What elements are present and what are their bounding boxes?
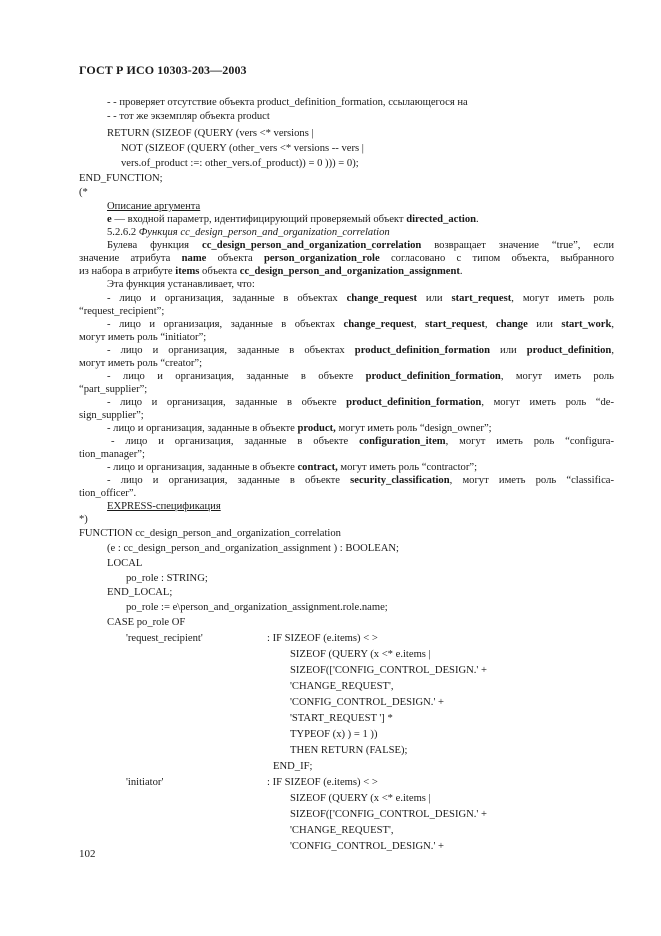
page-number: 102 <box>79 848 96 860</box>
code-line: vers.of_product :=: other_vers.of_product)) = 0 ))) = 0); <box>121 158 359 169</box>
code-line: : IF SIZEOF (e.items) < > <box>267 777 378 788</box>
text-line: sign_supplier”; <box>79 410 144 421</box>
code-line: 'initiator' <box>126 777 164 788</box>
text-line: e — входной параметр, идентифицирующий проверяемый объект directed_action. <box>107 214 479 225</box>
code-line: END_LOCAL; <box>107 587 173 598</box>
subsection-title: 5.2.6.2 Функция cc_design_person_and_organization_correlation <box>107 227 390 238</box>
code-line: *) <box>79 514 88 525</box>
text-line: “part_supplier”; <box>79 384 148 395</box>
code-line: (e : cc_design_person_and_organization_assignment ) : BOOLEAN; <box>107 543 399 554</box>
code-line: po_role := e\person_and_organization_assignment.role.name; <box>126 602 388 613</box>
text-line: Булева функция cc_design_person_and_organization_correlation возвращает значение “true”, если <box>107 240 614 251</box>
code-line: FUNCTION cc_design_person_and_organization_correlation <box>79 528 341 539</box>
text-line: - лицо и организация, заданные в объекте product_definition_formation, могут иметь роль <box>107 371 614 382</box>
code-line: NOT (SIZEOF (QUERY (other_vers <* versions -- vers | <box>121 143 364 154</box>
text-line: - лицо и организация, заданные в объектах product_definition_formation или product_definition, <box>107 345 614 356</box>
code-line: THEN RETURN (FALSE); <box>290 745 408 756</box>
text-line: - лицо и организация, заданные в объекте security_classification, могут иметь роль “classifica- <box>107 475 615 486</box>
text-line: - лицо и организация, заданные в объекте product, могут иметь роль “design_owner”; <box>107 423 492 434</box>
text-line: tion_officer”. <box>79 488 137 499</box>
document-header: ГОСТ Р ИСО 10303-203—2003 <box>79 63 247 77</box>
text-line: “request_recipient”; <box>79 306 165 317</box>
code-line: SIZEOF(['CONFIG_CONTROL_DESIGN.' + <box>290 809 487 820</box>
text-line: tion_manager”; <box>79 449 145 460</box>
code-line: 'request_recipient' <box>126 633 203 644</box>
code-line: po_role : STRING; <box>126 573 208 584</box>
code-line: 'CHANGE_REQUEST', <box>290 681 394 692</box>
text-line: - лицо и организация, заданные в объектах change_request или start_request, могут иметь роль <box>107 293 614 304</box>
code-line: SIZEOF(['CONFIG_CONTROL_DESIGN.' + <box>290 665 487 676</box>
code-line: SIZEOF (QUERY (x <* e.items | <box>290 649 431 660</box>
code-line: 'CONFIG_CONTROL_DESIGN.' + <box>290 841 444 852</box>
code-line: RETURN (SIZEOF (QUERY (vers <* versions | <box>107 128 314 139</box>
code-line: END_FUNCTION; <box>79 173 163 184</box>
code-line: TYPEOF (x) ) = 1 )) <box>290 729 378 740</box>
code-line: 'CHANGE_REQUEST', <box>290 825 394 836</box>
text-line: - лицо и организация, заданные в объекте product_definition_formation, могут иметь роль “de- <box>107 397 614 408</box>
section-heading: EXPRESS-спецификация <box>107 501 221 512</box>
text-line: Эта функция устанавливает, что: <box>107 279 255 290</box>
code-line: - - тот же экземпляр объекта product <box>107 111 270 122</box>
section-heading: Описание аргумента <box>107 201 201 212</box>
text-line: - лицо и организация, заданные в объектах change_request, start_request, change или start_work, <box>107 319 614 330</box>
text-line: - лицо и организация, заданные в объекте configuration_item, могут иметь роль “configura- <box>111 436 614 447</box>
text-line: могут иметь роль “initiator”; <box>79 332 207 343</box>
code-line: 'CONFIG_CONTROL_DESIGN.' + <box>290 697 444 708</box>
code-line: (* <box>79 187 88 198</box>
text-line: - лицо и организация, заданные в объекте contract, могут иметь роль “contractor”; <box>107 462 478 473</box>
code-line: : IF SIZEOF (e.items) < > <box>267 633 378 644</box>
code-line: END_IF; <box>273 761 313 772</box>
code-line: - - проверяет отсутствие объекта product_definition_formation, ссылающегося на <box>107 97 468 108</box>
code-line: LOCAL <box>107 558 143 569</box>
text-line: значение атрибута name объекта person_organization_role согласовано с типом объекта, выбранного <box>79 253 615 264</box>
code-line: CASE po_role OF <box>107 617 186 628</box>
text-line: из набора в атрибуте items объекта cc_design_person_and_organization_assignment. <box>79 266 463 277</box>
text-line: могут иметь роль “creator”; <box>79 358 203 369</box>
code-line: SIZEOF (QUERY (x <* e.items | <box>290 793 431 804</box>
code-line: 'START_REQUEST '] * <box>290 713 393 724</box>
